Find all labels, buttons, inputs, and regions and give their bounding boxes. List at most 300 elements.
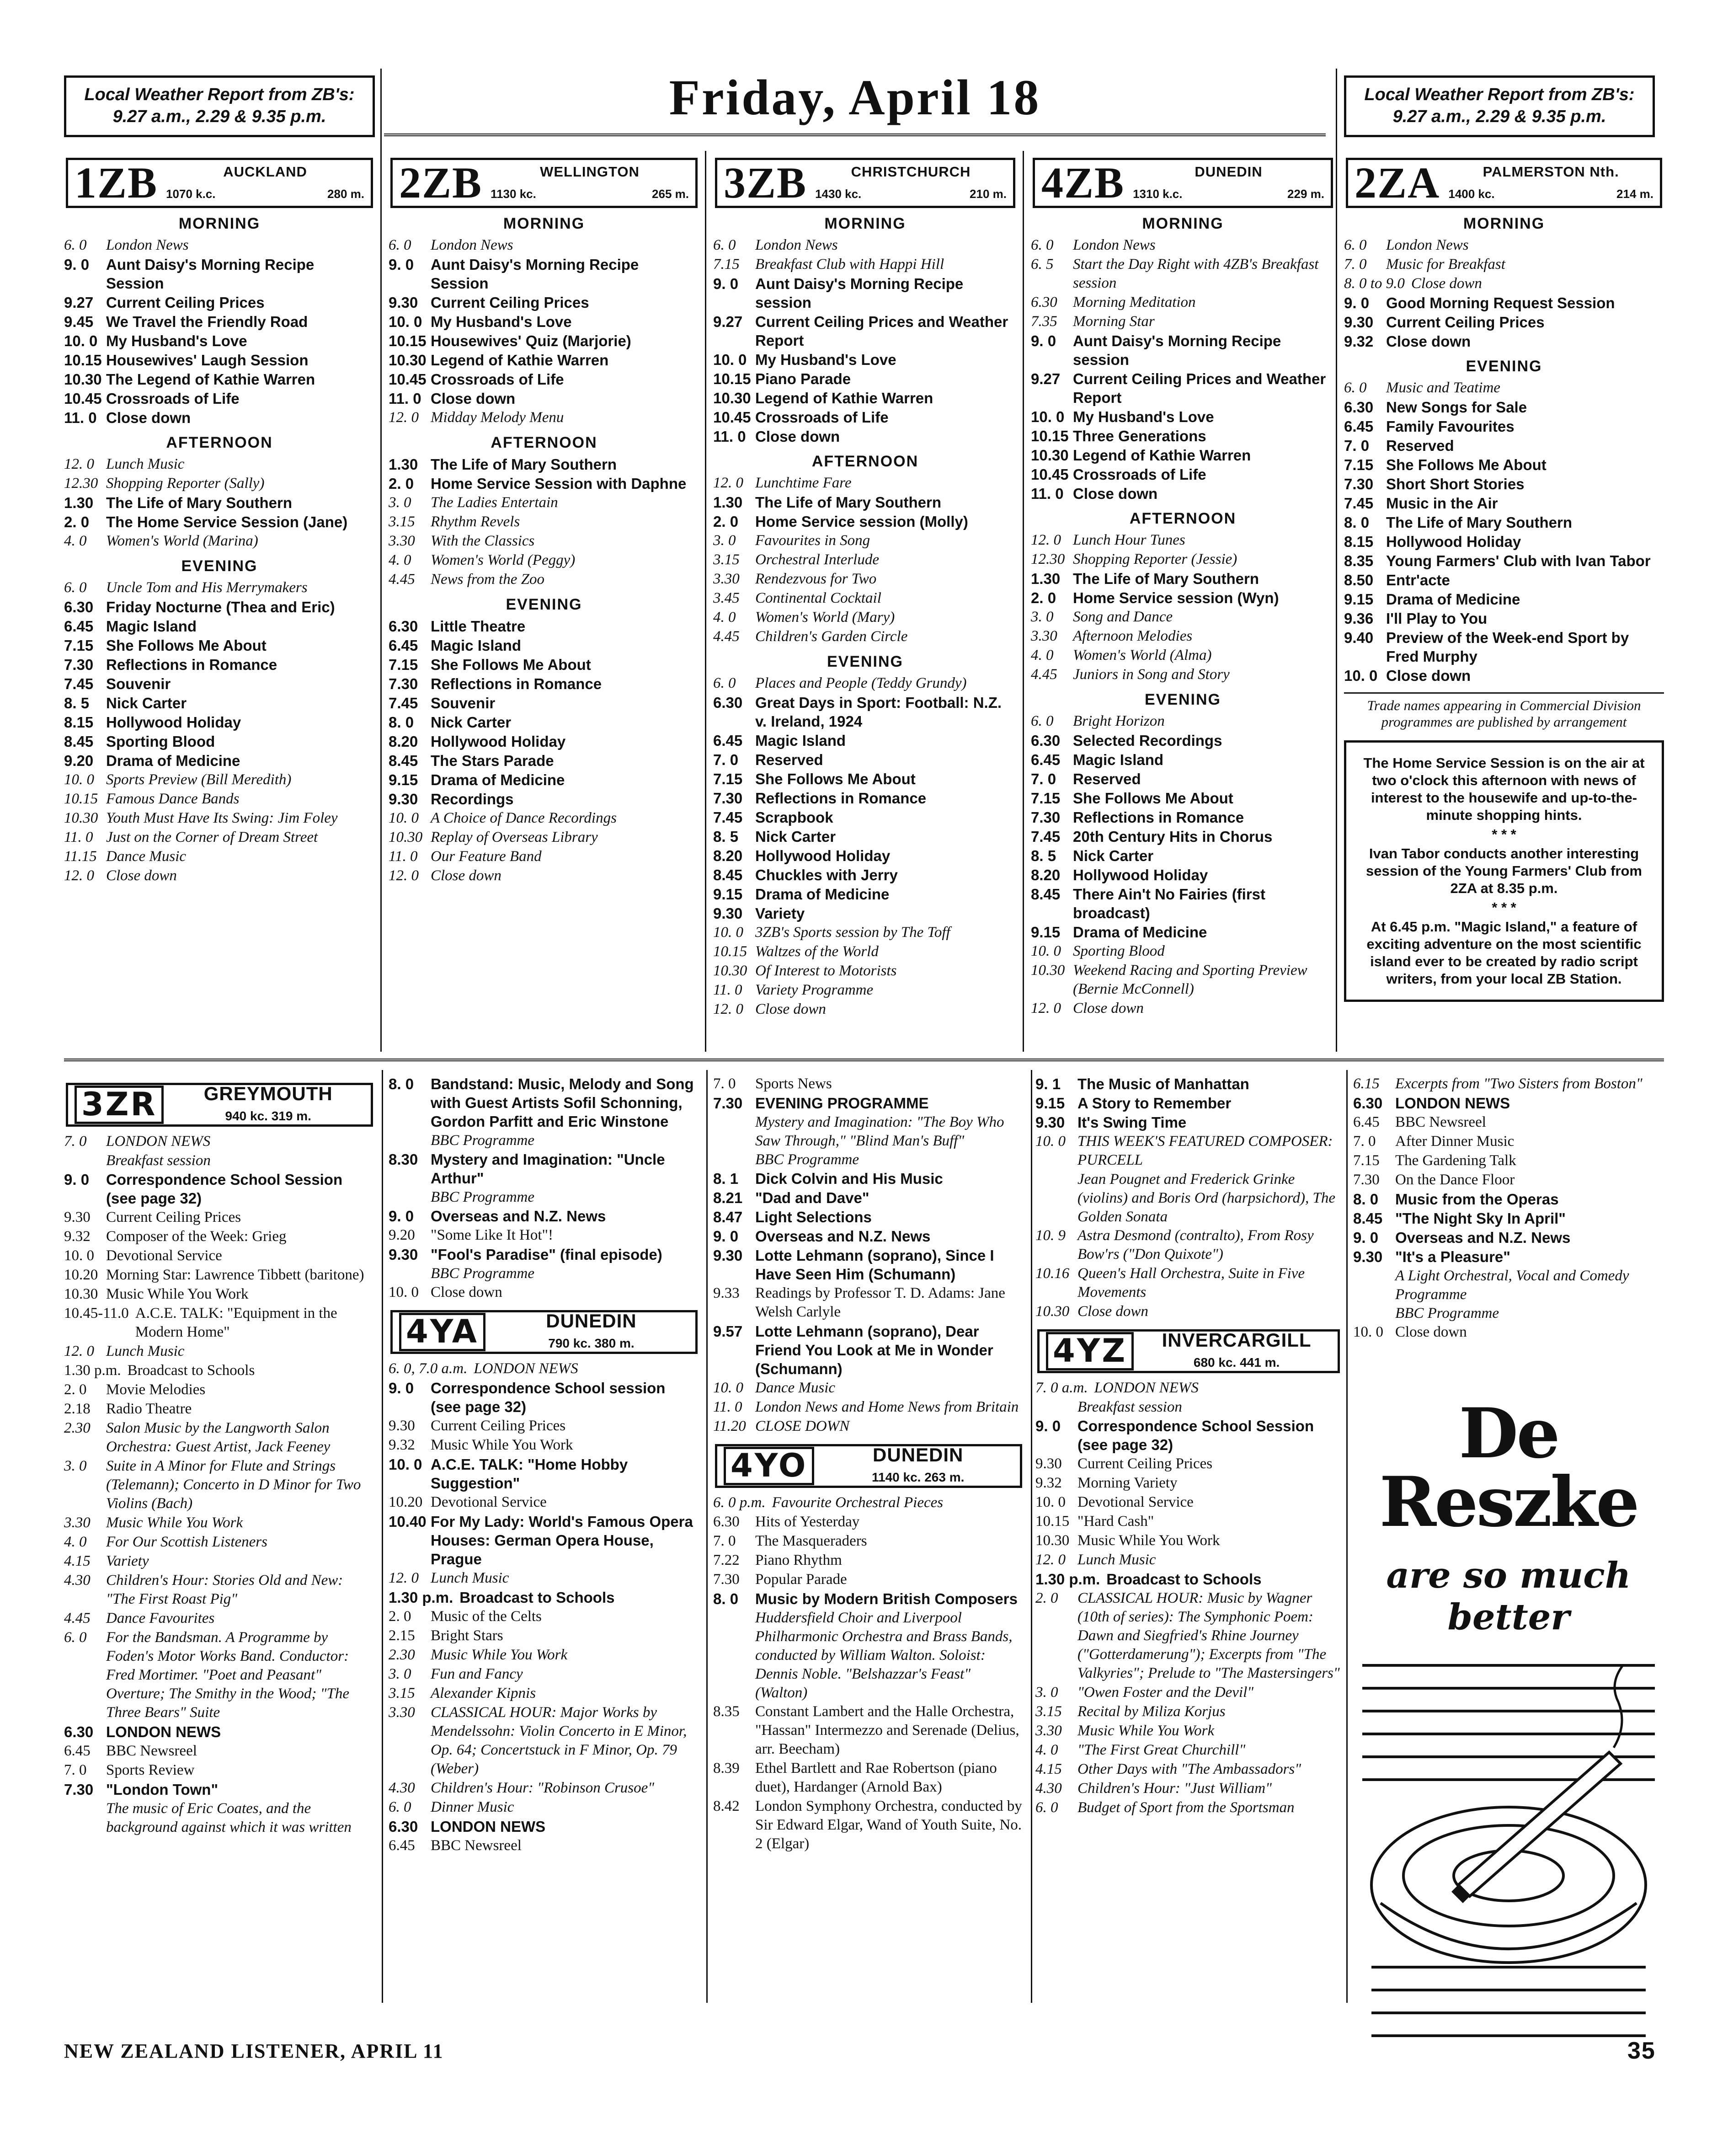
programme-item	[713, 770, 1017, 788]
programme-title: Correspondence School Session (see page 32)	[1077, 1418, 1314, 1453]
programme-title: Aunt Daisy's Morning Recipe Session	[431, 256, 639, 292]
programme-item	[1344, 571, 1664, 589]
programme-time: 7.15	[64, 637, 94, 654]
programme-title: Budget of Sport from the Sportsman	[1077, 1799, 1295, 1816]
programme-title: EVENING PROGRAMME	[755, 1095, 929, 1112]
programme-item	[713, 369, 1017, 388]
programme-time: 6. 0	[64, 579, 87, 596]
programme-time: 10.30	[64, 810, 98, 826]
programme-item	[1344, 398, 1664, 417]
programme-item	[64, 598, 375, 616]
programme-time: 12. 0	[1031, 532, 1061, 548]
programme-item	[1031, 866, 1335, 884]
programme-time: 6.30	[713, 694, 743, 711]
programme-title: Piano Parade	[755, 370, 851, 387]
programme-time: 9.36	[1344, 610, 1374, 627]
programme-title: The Gardening Talk	[1395, 1152, 1516, 1169]
programme-item	[713, 1797, 1024, 1853]
programme-item	[389, 1684, 699, 1703]
section-heading: AFTERNOON	[811, 453, 919, 470]
programme-title: The Stars Parade	[431, 752, 554, 769]
programme-item	[1031, 588, 1335, 607]
programme-item	[1031, 332, 1335, 369]
programme-item	[389, 1436, 699, 1455]
programme-item	[1035, 1226, 1342, 1264]
programme-title: BBC Newsreel	[106, 1743, 197, 1759]
programme-time: 4.45	[389, 571, 415, 588]
programme-title: Magic Island	[106, 618, 197, 635]
column-divider	[382, 1070, 383, 2003]
programme-item	[389, 636, 699, 655]
programme-title: LONDON NEWS	[106, 1723, 221, 1740]
programme-time: 6. 0	[389, 237, 411, 253]
programme-title: BBC Newsreel	[1395, 1114, 1486, 1130]
programme-item	[1035, 1779, 1342, 1798]
programme-item	[389, 1626, 699, 1645]
programme-item	[64, 532, 375, 551]
programme-time: 9. 0	[1031, 332, 1056, 349]
station-wavelength: 265 m.	[652, 187, 689, 201]
programme-title: Midday Melody Menu	[431, 409, 564, 426]
station-city: WELLINGTON	[540, 164, 640, 180]
section-divider	[64, 1059, 1664, 1061]
programme-item	[64, 694, 375, 712]
programme-item	[713, 274, 1017, 312]
programme-time: 9.32	[1035, 1475, 1062, 1491]
programme-time: 3.15	[713, 551, 740, 568]
programme-item	[64, 255, 375, 293]
programme-title: Hollywood Holiday	[1386, 533, 1521, 550]
programme-note: BBC Programme	[1395, 1305, 1499, 1321]
programme-item	[389, 847, 699, 866]
programme-item	[1344, 628, 1664, 666]
programme-title: London News	[106, 237, 189, 253]
programme-item	[1031, 961, 1335, 999]
programme-time: 9.30	[1353, 1248, 1383, 1265]
programme-item	[713, 1379, 1024, 1397]
programme-time: 8. 0	[389, 1075, 414, 1092]
programme-title: Of Interest to Motorists	[755, 963, 897, 979]
station-column-2za	[1344, 158, 1664, 1002]
programme-item	[713, 827, 1017, 846]
programme-item	[713, 731, 1017, 750]
programme-time: 10.20	[64, 1267, 98, 1283]
programme-item	[1353, 1151, 1664, 1170]
programme-time: 10. 0	[713, 351, 747, 368]
programme-time: 3.15	[1035, 1703, 1062, 1720]
programme-title: Women's World (Marina)	[106, 533, 258, 549]
programme-time: 9.20	[64, 752, 94, 769]
programme-time: 4. 0	[389, 552, 411, 568]
programme-item	[389, 532, 699, 551]
programme-item	[389, 1798, 699, 1817]
programme-time: 3. 0	[389, 1666, 411, 1682]
programme-item	[389, 370, 699, 389]
programme-time: 4.45	[713, 628, 740, 645]
programme-time: 10.15	[64, 791, 98, 807]
programme-time: 4. 0	[713, 609, 736, 626]
programme-title: Great Days in Sport: Football: N.Z. v. Ireland, 1924	[755, 694, 1002, 730]
highlight-paragraph: The Home Service Session is on the air at two o'clock this afternoon with news of interest to the housewife and up-to-the-minute shopping hints.	[1363, 755, 1645, 823]
programme-title: Just on the Corner of Dream Street	[106, 829, 318, 845]
programme-time: 4. 0	[64, 1534, 87, 1550]
programme-title: Hollywood Holiday	[1073, 867, 1208, 883]
programme-time: 7.45	[1031, 828, 1061, 845]
programme-note: BBC Programme	[431, 1189, 535, 1205]
programme-title: Lunch Music	[106, 1343, 185, 1359]
programme-time: 10. 0	[713, 924, 743, 941]
programme-title: Souvenir	[431, 695, 496, 712]
programme-time: 3. 0	[64, 1458, 87, 1474]
programme-time: 3.30	[1031, 628, 1057, 644]
programme-title: Favourites in Song	[755, 532, 870, 549]
programme-time: 6.45	[64, 618, 94, 635]
programme-time: 8. 0	[389, 714, 414, 731]
programme-item	[64, 1132, 375, 1151]
programme-time: 12. 0	[64, 1343, 94, 1359]
programme-item	[389, 455, 699, 474]
programme-time: 1.30	[389, 456, 418, 473]
programme-time: 10.30	[64, 371, 102, 388]
programme-title: Broadcast to Schools	[1106, 1571, 1262, 1588]
programme-time: 11. 0	[64, 829, 93, 845]
programme-time: 12. 0	[1031, 1000, 1061, 1016]
programme-item	[1353, 1075, 1664, 1093]
programme-time: 6. 0	[1344, 380, 1367, 396]
programme-title: Reserved	[1386, 437, 1454, 454]
station-city: CHRISTCHURCH	[851, 164, 971, 180]
programme-item	[1031, 665, 1335, 684]
programme-time: 9.20	[389, 1227, 415, 1243]
programme-title: Devotional Service	[106, 1247, 222, 1264]
programme-title: Uncle Tom and His Merrymakers	[106, 579, 308, 596]
programme-time: 10.30	[64, 1286, 98, 1302]
highlight-paragraph: * * *	[1492, 826, 1516, 842]
programme-title: Alexander Kipnis	[431, 1685, 536, 1701]
programme-title: Waltzes of the World	[755, 943, 879, 960]
programme-item	[389, 351, 699, 369]
programme-title: Sports Review	[106, 1762, 195, 1778]
programme-item	[713, 808, 1017, 827]
programme-time: 3.30	[713, 571, 740, 587]
programme-title: Variety Programme	[755, 982, 874, 998]
programme-time: 9. 0	[1353, 1229, 1379, 1246]
programme-time: 9. 0	[1035, 1418, 1061, 1434]
programme-title: Three Generations	[1073, 428, 1206, 444]
programme-title: Close down	[431, 390, 516, 407]
programme-time: 11. 0	[389, 848, 418, 865]
programme-item	[713, 570, 1017, 588]
programme-item	[64, 370, 375, 389]
programme-item	[64, 332, 375, 350]
programme-item	[1031, 407, 1335, 426]
programme-item	[389, 790, 699, 808]
programme-title: Legend of Kathie Warren	[1073, 447, 1251, 464]
programme-time: 8.39	[713, 1760, 740, 1776]
programme-time: 10. 0	[64, 1247, 94, 1264]
programme-time: 10.30	[389, 352, 427, 369]
programme-title: CLOSE DOWN	[755, 1418, 850, 1434]
programme-item	[389, 1455, 699, 1493]
programme-time: 7. 0	[1344, 437, 1370, 454]
programme-item	[1035, 1302, 1342, 1321]
programme-time: 6.45	[389, 1837, 415, 1854]
programme-item	[1344, 609, 1664, 628]
programme-time: 6. 0	[1031, 237, 1054, 253]
programme-time: 9.33	[713, 1285, 740, 1301]
programme-title: The Life of Mary Southern	[1073, 570, 1259, 587]
programme-title: Children's Hour: Stories Old and New: "The First Roast Pig"	[106, 1572, 343, 1607]
programme-title: Morning Star	[1073, 313, 1155, 330]
programme-item	[64, 1514, 375, 1532]
programme-title: Dick Colvin and His Music	[755, 1170, 943, 1187]
programme-time: 6.45	[389, 637, 418, 654]
programme-title: The Legend of Kathie Warren	[106, 371, 315, 388]
programme-item	[389, 255, 699, 293]
programme-column-4	[1035, 1075, 1342, 1818]
programme-title: Composer of the Week: Grieg	[106, 1228, 287, 1245]
programme-time: 2.18	[64, 1401, 91, 1417]
programme-time: 7. 0	[713, 1533, 736, 1549]
section-heading: AFTERNOON	[166, 434, 273, 451]
programme-time: 7. 0	[713, 1075, 736, 1092]
programme-time: 3.30	[1035, 1723, 1062, 1739]
programme-title: Rendezvous for Two	[755, 571, 877, 587]
programme-time: 10.30	[1035, 1532, 1070, 1549]
programme-time: 4.15	[1035, 1761, 1062, 1777]
programme-title: Aunt Daisy's Morning Recipe session	[755, 275, 964, 311]
programme-item	[1031, 923, 1335, 942]
programme-time: 9.15	[1344, 591, 1374, 608]
station-wavelength: 210 m.	[970, 187, 1007, 201]
programme-title: Nick Carter	[106, 695, 187, 712]
programme-time: 10. 0	[1344, 667, 1378, 684]
programme-item	[64, 636, 375, 655]
programme-item	[389, 1493, 699, 1512]
programme-time: 9. 0	[713, 1228, 739, 1245]
programme-title: Recital by Miliza Korjus	[1077, 1703, 1226, 1720]
programme-time: 9.45	[64, 313, 94, 330]
programme-title: Close down	[755, 1001, 826, 1017]
programme-item	[713, 846, 1017, 865]
programme-title: The Masqueraders	[755, 1533, 867, 1549]
programme-time: 7.15	[1031, 790, 1061, 807]
section-heading: EVENING	[506, 596, 582, 613]
programme-time: 2. 0	[389, 475, 414, 492]
programme-item	[1035, 1455, 1342, 1473]
programme-item	[389, 1817, 699, 1836]
programme-item	[1035, 1493, 1342, 1512]
programme-item	[389, 513, 699, 531]
station-city: DUNEDIN	[1195, 164, 1263, 180]
station-frequency: 1310 k.c.	[1133, 187, 1183, 201]
programme-title: Crossroads of Life	[431, 371, 564, 388]
programme-title: Drama of Medicine	[431, 771, 565, 788]
programme-title: Broadcast to Schools	[127, 1362, 255, 1379]
programme-time: 9.15	[1031, 924, 1061, 941]
programme-item	[1031, 770, 1335, 788]
station-city: DUNEDIN	[546, 1310, 637, 1332]
programme-time: 7.30	[64, 656, 94, 673]
programme-time: 12. 0	[1035, 1551, 1066, 1568]
section-heading: EVENING	[1144, 691, 1221, 708]
programme-time: 6. 0, 7.0 a.m.	[389, 1360, 468, 1377]
programme-time: 6.30	[389, 618, 418, 635]
programme-item	[1031, 255, 1335, 293]
programme-time: 10.30	[389, 829, 423, 845]
programme-item	[1031, 550, 1335, 569]
programme-item	[1031, 646, 1335, 665]
programme-title: Music While You Work	[431, 1647, 568, 1663]
programme-time: 10.15	[1035, 1513, 1070, 1530]
programme-time: 3.30	[64, 1514, 91, 1531]
programme-title: Reflections in Romance	[431, 675, 602, 692]
programme-item	[64, 617, 375, 636]
programme-title: Start the Day Right with 4ZB's Breakfast session	[1073, 256, 1319, 291]
programme-time: 6.45	[1344, 418, 1374, 435]
programme-title: Music by Modern British Composers	[755, 1590, 1018, 1607]
programme-time: 2. 0	[64, 1381, 87, 1398]
programme-time: 4.45	[64, 1610, 91, 1626]
programme-item	[64, 578, 375, 597]
programme-title: "Owen Foster and the Devil"	[1077, 1684, 1254, 1701]
programme-item	[713, 962, 1017, 980]
programme-time: 8.47	[713, 1209, 743, 1225]
programme-title: Salon Music by the Langworth Salon Orchestra: Guest Artist, Jack Feeney	[106, 1420, 331, 1455]
programme-time: 8.45	[389, 752, 418, 769]
programme-item	[1031, 885, 1335, 922]
programme-title: It's Swing Time	[1077, 1114, 1187, 1131]
programme-item	[389, 828, 699, 847]
programme-time: 10.30	[1035, 1303, 1070, 1320]
programme-item	[1031, 750, 1335, 769]
programme-item	[1344, 236, 1664, 255]
programme-title: Current Ceiling Prices and Weather Report	[1073, 370, 1326, 406]
programme-title: Scrapbook	[755, 809, 833, 826]
programme-title: Housewives' Quiz (Marjorie)	[431, 332, 631, 349]
programme-title: London News	[431, 237, 513, 253]
programme-item	[389, 1226, 699, 1245]
programme-title: Dance Favourites	[106, 1610, 215, 1626]
programme-time: 9.30	[389, 1418, 415, 1434]
programme-item	[64, 1571, 375, 1609]
programme-title: Sports Preview (Bill Meredith)	[106, 771, 292, 788]
programme-item	[1353, 1228, 1664, 1247]
programme-item	[389, 1646, 699, 1664]
programme-title: My Husband's Love	[755, 351, 896, 368]
programme-time: 12. 0	[389, 867, 419, 884]
section-heading: MORNING	[824, 215, 906, 232]
programme-item	[1031, 369, 1335, 407]
programme-time: 6.45	[713, 732, 743, 749]
programme-title: A Choice of Dance Recordings	[431, 810, 617, 826]
programme-title: Sporting Blood	[106, 733, 215, 750]
programme-item	[713, 1094, 1024, 1113]
programme-time: 10. 0	[389, 313, 422, 330]
column-divider	[1346, 1070, 1348, 2003]
programme-time: 7. 0	[64, 1133, 87, 1150]
programme-time: 7.45	[1344, 495, 1374, 512]
programme-time: 7.15	[1344, 456, 1374, 473]
programme-note: Jean Pougnet and Frederick Grinke (violins) and Boris Ord (harpsichord), The Golden Sonata	[1077, 1171, 1336, 1225]
column-divider	[705, 151, 706, 1052]
programme-item	[389, 713, 699, 732]
programme-time: 7.30	[713, 1571, 740, 1588]
section-heading: AFTERNOON	[1129, 510, 1237, 527]
station-frequency: 1130 kc.	[491, 187, 536, 201]
programme-title: Overseas and N.Z. News	[431, 1208, 606, 1225]
programme-item	[713, 408, 1017, 427]
programme-item	[1344, 455, 1664, 474]
programme-title: A.C.E. TALK: "Home Hobby Suggestion"	[431, 1456, 628, 1492]
programme-time: 8.35	[1344, 552, 1374, 569]
programme-item	[1031, 731, 1335, 750]
programme-time: 12. 0	[389, 409, 419, 426]
programme-time: 10.45	[389, 371, 427, 388]
programme-title: Movie Melodies	[106, 1381, 206, 1398]
programme-item	[1035, 1741, 1342, 1760]
programme-time: 8.30	[389, 1151, 418, 1168]
programme-time: 8.20	[389, 733, 418, 750]
programme-time: 10.15	[1031, 428, 1069, 444]
programme-item	[1353, 1132, 1664, 1151]
programme-title: The Home Service Session (Jane)	[106, 514, 348, 530]
programme-title: After Dinner Music	[1395, 1133, 1515, 1150]
station-city: PALMERSTON Nth.	[1483, 164, 1619, 180]
programme-title: Variety	[106, 1553, 149, 1569]
station-column-1zb	[64, 158, 375, 886]
programme-time: 9.40	[1344, 629, 1374, 646]
programme-time: 10. 0	[713, 1380, 743, 1396]
programme-title: Hollywood Holiday	[106, 714, 241, 731]
programme-title: Entr'acte	[1386, 572, 1450, 588]
programme-item	[1353, 1171, 1664, 1189]
programme-item	[64, 493, 375, 512]
programme-time: 9.30	[713, 905, 743, 922]
programme-title: Magic Island	[755, 732, 846, 749]
station-call-sign: 3ZR	[75, 1086, 164, 1124]
programme-time: 7.30	[1344, 476, 1374, 492]
programme-time: 2.30	[389, 1647, 415, 1663]
programme-title: Close down	[1386, 667, 1471, 684]
programme-time: 2.15	[389, 1627, 415, 1644]
programme-item	[713, 1322, 1024, 1378]
programme-time: 10.15	[713, 370, 751, 387]
station-call-sign: 4YZ	[1046, 1332, 1134, 1370]
programme-item	[64, 1342, 375, 1361]
highlight-paragraph: Ivan Tabor conducts another interesting session of the Young Farmers' Club from 2ZA at 8.35 p.m.	[1366, 845, 1642, 896]
programme-item	[713, 531, 1017, 550]
programme-item	[1031, 808, 1335, 827]
programme-title: The Life of Mary Southern	[431, 456, 617, 473]
programme-title: Morning Meditation	[1073, 294, 1196, 310]
programme-note: A Light Orchestral, Vocal and Comedy Programme	[1395, 1268, 1629, 1303]
programme-title: Mystery and Imagination: "Uncle Arthur"	[431, 1151, 665, 1187]
programme-title: Lotte Lehmann (soprano), Dear Friend You Look at Me in Wonder (Schumann)	[755, 1323, 993, 1377]
station-wavelength: 229 m.	[1287, 187, 1324, 201]
programme-time: 10. 0	[1035, 1133, 1066, 1150]
programme-title: CLASSICAL HOUR: Major Works by Mendelssohn: Violin Concerto in E Minor, Op. 64; Concertstuck in F Minor, Op. 79 (Weber)	[431, 1704, 687, 1777]
programme-title: Close down	[1411, 275, 1482, 292]
programme-title: Reflections in Romance	[106, 656, 277, 673]
programme-item	[64, 1170, 375, 1208]
station-column-2zb	[389, 158, 699, 886]
programme-item	[713, 1417, 1024, 1436]
programme-time: 8.50	[1344, 572, 1374, 588]
programme-time: 6. 0	[1031, 713, 1054, 729]
programme-time: 7. 0	[1344, 256, 1367, 273]
programme-time: 6.30	[389, 1818, 418, 1835]
